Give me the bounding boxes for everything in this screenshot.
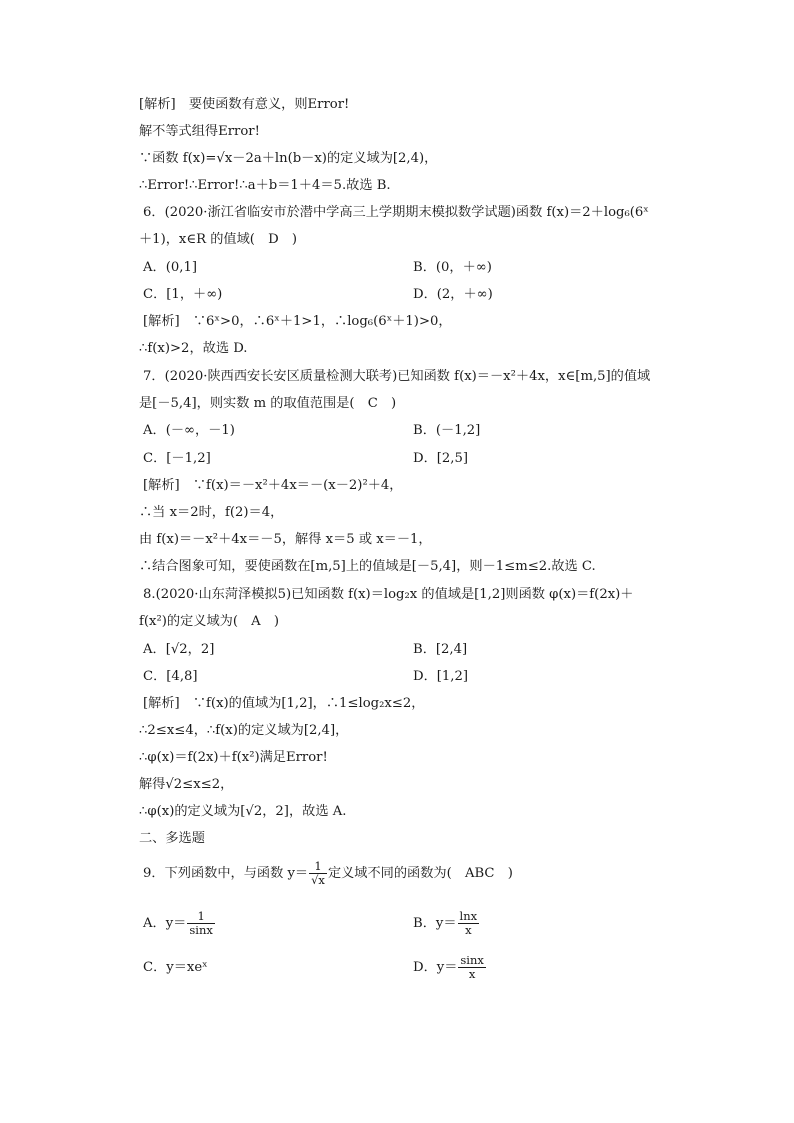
solution-line: [解析] ∵6ˣ>0，∴6ˣ＋1>1，∴log₆(6ˣ＋1)>0， (143, 314, 452, 329)
question-9-suffix: 定义域不同的函数为( ABC ) (327, 866, 513, 881)
option-c: C．y＝xeˣ (143, 960, 208, 975)
solution-line: ∴结合图象可知，要使函数在[m,5]上的值域是[－5,4]，则－1≤m≤2.故选 C. (139, 559, 596, 574)
solution-line: [解析] ∵f(x)＝－x²＋4x＝－(x－2)²＋4， (143, 478, 403, 493)
solution-line: [解析] ∵f(x)的值域为[1,2]，∴1≤log₂x≤2， (143, 696, 425, 711)
option-a: A．y＝ $\frac{1}{\sin x}$ (143, 909, 213, 937)
question-6-stem: 6．(2020·浙江省临安市於潜中学高三上学期期末模拟数学试题)函数 f(x)＝2＋log₆(6ˣ (143, 205, 649, 220)
solution-line: ∵函数 f(x)=√x－2a＋ln(b－x)的定义域为[2,4)， (139, 151, 438, 166)
solution-line: 由 f(x)＝－x²＋4x＝－5，解得 x＝5 或 x＝－1， (139, 532, 432, 547)
option-c: C．[1，＋∞) (143, 287, 223, 302)
solution-line: ∴Error!∴Error!∴a＋b＝1＋4＝5.故选 B. (139, 178, 391, 193)
option-d: D．[1,2] (413, 669, 469, 684)
solution-line: 解得√2≤x≤2， (139, 777, 234, 792)
solution-line: 解不等式组得Error! (139, 124, 260, 139)
option-d: D．y＝ $\frac{\sin x}{x}$ (413, 953, 484, 981)
question-8-stem-cont: f(x²)的定义域为( A ) (139, 614, 280, 629)
option-d: D．[2,5] (413, 451, 469, 466)
question-7-stem-cont: 是[－5,4]，则实数 m 的取值范围是( C ) (139, 396, 397, 411)
solution-line: ∴f(x)>2，故选 D. (139, 341, 248, 356)
solution-line: ∴2≤x≤4，∴f(x)的定义域为[2,4]， (139, 723, 349, 738)
solution-line: ∴φ(x)的定义域为[√2，2]，故选 A. (139, 804, 347, 819)
option-d: D．(2，＋∞) (413, 287, 493, 302)
option-c: C．[4,8] (143, 669, 198, 684)
solution-line: [解析] 要使函数有意义，则Error! (139, 97, 350, 112)
option-a: A．(0,1] (143, 260, 197, 275)
fraction: $\frac{1}{\sin x}$ (189, 909, 213, 937)
option-c: C．[－1,2] (143, 451, 211, 466)
section-heading: 二、多选题 (139, 831, 205, 846)
option-b: B．(0，＋∞) (413, 260, 492, 275)
fraction: $\frac{\ln x}{x}$ (459, 909, 478, 937)
option-b: B．y＝ $\frac{\ln x}{x}$ (413, 909, 478, 937)
question-9-stem (143, 860, 513, 888)
option-a: A．[√2，2] (143, 642, 215, 657)
option-a: A．(－∞，－1) (143, 423, 235, 438)
solution-line: ∴φ(x)＝f(2x)＋f(x²)满足Error! (139, 750, 328, 765)
question-7-stem: 7．(2020·陕西西安长安区质量检测大联考)已知函数 f(x)＝－x²＋4x，x∈[m,5]的值域 (143, 369, 651, 384)
fraction: $\frac{1}{√x}$ (311, 859, 325, 887)
question-9-prefix: 9．下列函数中，与函数 y＝ (143, 866, 309, 881)
question-6-stem-cont: ＋1)，x∈R 的值域( D ) (139, 232, 298, 247)
option-b: B．(－1,2] (413, 423, 481, 438)
fraction: $\frac{\sin x}{x}$ (460, 953, 484, 981)
solution-line: ∴当 x＝2时，f(2)＝4， (139, 505, 284, 520)
question-8-stem: 8.(2020·山东菏泽模拟5)已知函数 f(x)＝log₂x 的值域是[1,2]则函数 φ(x)＝f(2x)＋ (143, 587, 634, 602)
option-b: B．[2,4] (413, 642, 468, 657)
